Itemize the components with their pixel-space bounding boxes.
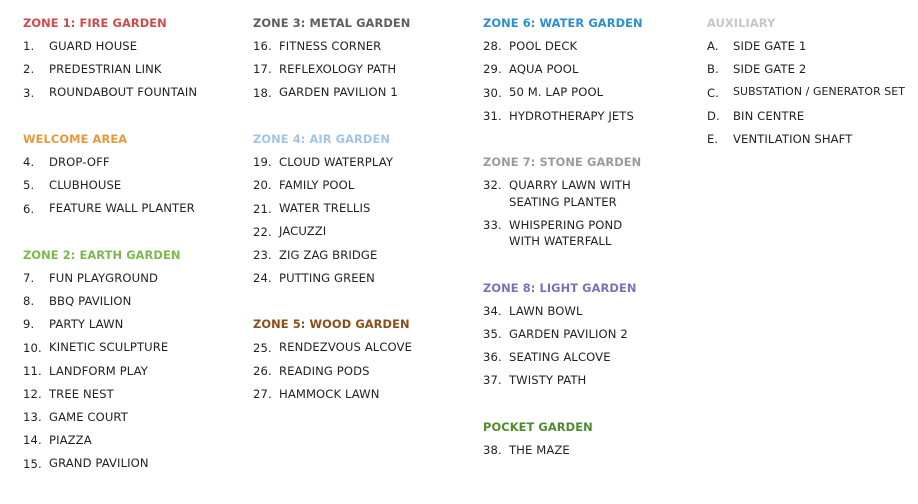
item-number: 26. bbox=[253, 363, 272, 378]
item-name: PUTTING GREEN bbox=[279, 270, 375, 285]
item-number: 17. bbox=[253, 62, 272, 77]
zone-section bbox=[483, 156, 643, 258]
list-item bbox=[483, 328, 643, 351]
item-number: 23. bbox=[253, 247, 272, 262]
item-number: 33. bbox=[483, 217, 502, 232]
zone-title: POCKET GARDEN bbox=[483, 419, 593, 434]
item-number: 10. bbox=[23, 340, 42, 355]
zone-section bbox=[23, 17, 243, 110]
item-name: BIN CENTRE bbox=[733, 108, 805, 123]
list-item bbox=[483, 179, 643, 219]
item-number: 37. bbox=[483, 373, 502, 388]
list-item bbox=[253, 40, 473, 63]
item-name: ROUNDABOUT FOUNTAIN bbox=[49, 85, 198, 100]
item-name: GARDEN PAVILION 1 bbox=[279, 85, 398, 100]
item-name: RENDEZVOUS ALCOVE bbox=[279, 340, 412, 355]
item-number: 24. bbox=[253, 271, 272, 286]
item-number: 16. bbox=[253, 39, 272, 54]
item-number: 35. bbox=[483, 327, 502, 342]
item-number: 7. bbox=[23, 271, 35, 286]
zone-section bbox=[483, 421, 643, 467]
list-item bbox=[707, 87, 916, 110]
list-item bbox=[23, 365, 243, 388]
list-item bbox=[253, 342, 473, 365]
item-name: WHISPERING POND WITH WATERFALL bbox=[509, 217, 623, 249]
zone-section bbox=[483, 17, 643, 133]
item-name: CLUBHOUSE bbox=[49, 178, 122, 193]
item-name: REFLEXOLOGY PATH bbox=[279, 62, 397, 77]
list-item bbox=[483, 40, 643, 63]
legend-column-3 bbox=[483, 17, 643, 490]
item-name: TWISTY PATH bbox=[509, 373, 587, 388]
item-number: 14. bbox=[23, 433, 42, 448]
item-number: 32. bbox=[483, 178, 502, 193]
item-number: 11. bbox=[23, 363, 42, 378]
zone-title: WELCOME AREA bbox=[23, 131, 128, 146]
zone-section bbox=[253, 17, 473, 110]
list-item bbox=[483, 444, 643, 467]
item-name: THE MAZE bbox=[509, 442, 570, 457]
item-name: FUN PLAYGROUND bbox=[49, 270, 158, 285]
zone-section bbox=[253, 133, 473, 295]
item-name: DROP-OFF bbox=[49, 154, 110, 169]
zone-title: ZONE 4: AIR GARDEN bbox=[253, 131, 390, 146]
list-item bbox=[707, 133, 916, 156]
item-number: 38. bbox=[483, 443, 502, 457]
item-number: 28. bbox=[483, 39, 502, 54]
list-item bbox=[23, 40, 243, 63]
item-number: C. bbox=[707, 85, 719, 100]
item-name: PIAZZA bbox=[49, 433, 92, 448]
item-number: 9. bbox=[23, 317, 35, 332]
item-number: 22. bbox=[253, 224, 272, 239]
list-item bbox=[253, 203, 473, 226]
item-name: FAMILY POOL bbox=[279, 178, 355, 193]
list-item bbox=[23, 295, 243, 318]
item-number: 20. bbox=[253, 178, 272, 193]
zone-section bbox=[23, 133, 243, 226]
item-number: 19. bbox=[253, 155, 272, 170]
item-number: 25. bbox=[253, 340, 272, 355]
item-name: PARTY LAWN bbox=[49, 317, 124, 332]
list-item bbox=[23, 179, 243, 202]
list-item bbox=[23, 156, 243, 179]
item-number: 1. bbox=[23, 39, 35, 54]
zone-section bbox=[707, 17, 916, 156]
item-name: FITNESS CORNER bbox=[279, 38, 382, 53]
item-number: B. bbox=[707, 62, 719, 77]
item-number: 4. bbox=[23, 155, 35, 170]
item-number: 5. bbox=[23, 178, 35, 193]
item-number: 3. bbox=[23, 85, 35, 100]
item-name: GRAND PAVILION bbox=[49, 456, 149, 471]
list-item bbox=[23, 63, 243, 86]
item-number: 18. bbox=[253, 85, 272, 100]
item-name: PREDESTRIAN LINK bbox=[49, 62, 162, 77]
item-name: GUARD HOUSE bbox=[49, 38, 138, 53]
list-item bbox=[253, 156, 473, 179]
item-name: HYDROTHERAPY JETS bbox=[509, 108, 634, 123]
zone-section bbox=[253, 318, 473, 411]
list-item bbox=[253, 249, 473, 272]
item-name: GARDEN PAVILION 2 bbox=[509, 326, 628, 341]
list-item bbox=[707, 40, 916, 63]
item-number: 6. bbox=[23, 201, 35, 216]
item-number: 8. bbox=[23, 294, 35, 309]
item-name: SEATING ALCOVE bbox=[509, 350, 611, 364]
list-item bbox=[483, 374, 643, 397]
item-number: 15. bbox=[23, 456, 42, 471]
legend-column-4 bbox=[707, 17, 916, 179]
list-item bbox=[707, 63, 916, 86]
item-name: TREE NEST bbox=[49, 386, 114, 401]
list-item bbox=[23, 203, 243, 226]
item-number: 36. bbox=[483, 350, 502, 365]
list-item bbox=[253, 365, 473, 388]
item-name: JACUZZI bbox=[279, 224, 327, 239]
item-name: VENTILATION SHAFT bbox=[733, 131, 853, 146]
item-name: SIDE GATE 2 bbox=[733, 62, 807, 77]
zone-section bbox=[483, 282, 643, 398]
list-item bbox=[253, 63, 473, 86]
item-number: D. bbox=[707, 108, 720, 123]
item-name: READING PODS bbox=[279, 363, 370, 378]
list-item bbox=[23, 411, 243, 434]
item-name: HAMMOCK LAWN bbox=[279, 386, 380, 401]
item-name: QUARRY LAWN WITH SEATING PLANTER bbox=[509, 178, 631, 209]
zone-title: ZONE 6: WATER GARDEN bbox=[483, 16, 643, 30]
zone-title: AUXILIARY bbox=[707, 16, 776, 30]
item-name: KINETIC SCULPTURE bbox=[49, 340, 169, 355]
item-number: 29. bbox=[483, 62, 502, 77]
list-item bbox=[253, 272, 473, 295]
item-number: E. bbox=[707, 131, 719, 146]
legend-column-2 bbox=[253, 17, 473, 434]
item-name: BBQ PAVILION bbox=[49, 294, 132, 308]
item-name: WATER TRELLIS bbox=[279, 201, 371, 216]
item-name: FEATURE WALL PLANTER bbox=[49, 201, 195, 216]
list-item bbox=[23, 318, 243, 341]
item-number: 27. bbox=[253, 387, 272, 401]
list-item bbox=[253, 179, 473, 202]
list-item bbox=[23, 388, 243, 411]
zone-title: ZONE 8: LIGHT GARDEN bbox=[483, 280, 637, 295]
list-item bbox=[483, 305, 643, 328]
zone-title: ZONE 3: METAL GARDEN bbox=[253, 16, 411, 30]
item-name: AQUA POOL bbox=[509, 62, 579, 77]
zone-title: ZONE 2: EARTH GARDEN bbox=[23, 247, 181, 262]
item-name: POOL DECK bbox=[509, 38, 578, 53]
list-item bbox=[23, 342, 243, 365]
list-item bbox=[23, 87, 243, 110]
list-item bbox=[23, 434, 243, 457]
item-name: GAME COURT bbox=[49, 409, 128, 424]
item-number: 30. bbox=[483, 85, 502, 100]
zone-title: ZONE 5: WOOD GARDEN bbox=[253, 317, 410, 332]
item-number: 12. bbox=[23, 387, 42, 401]
item-number: 2. bbox=[23, 62, 35, 77]
item-number: 34. bbox=[483, 303, 502, 318]
item-name: LANDFORM PLAY bbox=[49, 363, 148, 378]
list-item bbox=[707, 110, 916, 133]
list-item bbox=[483, 110, 643, 133]
item-name: 50 M. LAP POOL bbox=[509, 85, 604, 100]
list-item bbox=[483, 351, 643, 374]
item-number: A. bbox=[707, 39, 719, 54]
list-item bbox=[483, 63, 643, 86]
zone-title: ZONE 1: FIRE GARDEN bbox=[23, 16, 167, 30]
item-name: CLOUD WATERPLAY bbox=[279, 154, 394, 169]
item-number: 13. bbox=[23, 410, 42, 425]
list-item bbox=[483, 219, 643, 259]
item-name: SIDE GATE 1 bbox=[733, 38, 807, 53]
zone-section bbox=[23, 249, 243, 481]
list-item bbox=[253, 388, 473, 411]
list-item bbox=[23, 272, 243, 295]
list-item bbox=[23, 458, 243, 481]
item-number: 21. bbox=[253, 201, 272, 216]
legend-column-1 bbox=[23, 17, 243, 504]
list-item bbox=[253, 226, 473, 249]
list-item bbox=[253, 87, 473, 110]
item-number: 31. bbox=[483, 108, 502, 123]
item-name: SUBSTATION / GENERATOR SET bbox=[733, 85, 906, 99]
item-name: ZIG ZAG BRIDGE bbox=[279, 247, 378, 262]
list-item bbox=[483, 87, 643, 110]
zone-title: ZONE 7: STONE GARDEN bbox=[483, 155, 642, 170]
item-name: LAWN BOWL bbox=[509, 303, 583, 318]
